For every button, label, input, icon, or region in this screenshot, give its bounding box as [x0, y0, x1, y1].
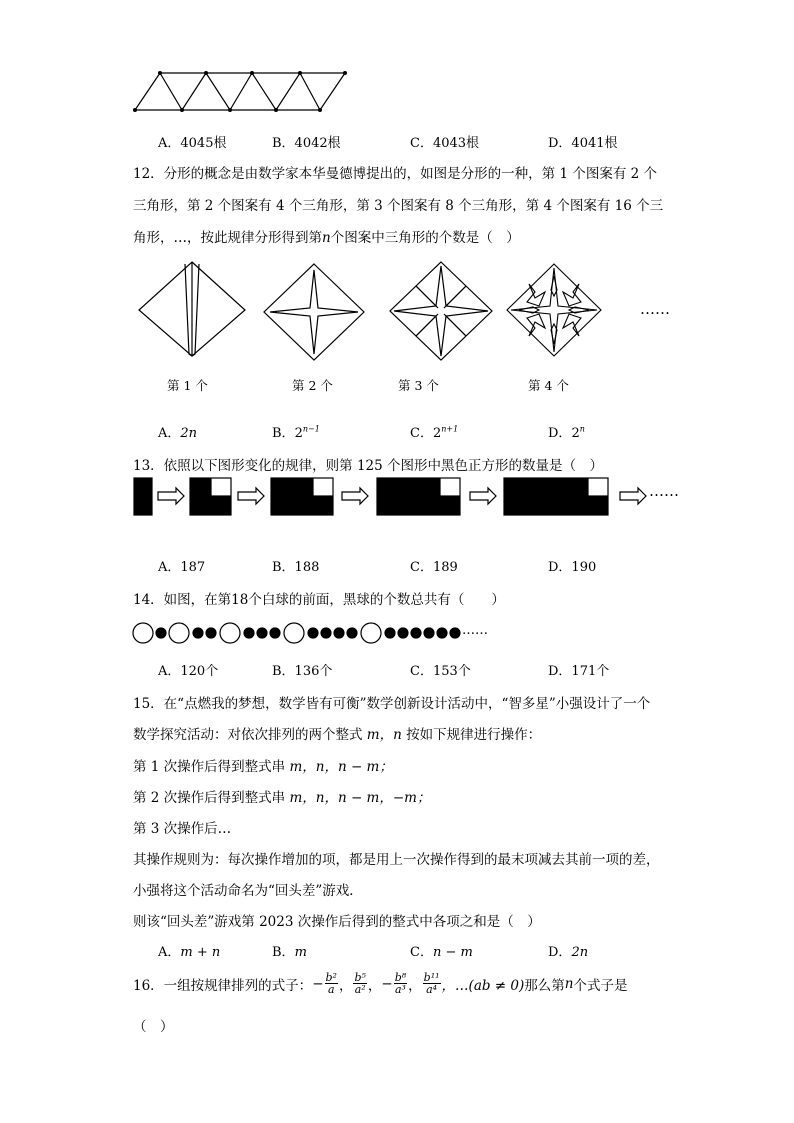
triangle-strip-figure [130, 68, 350, 116]
q13-option-c: C．189 [410, 560, 458, 575]
q11-option-b: B．4042根 [272, 136, 341, 151]
q12-option-c-prefix: C． [410, 426, 433, 441]
q16-term-3-sign: − [381, 975, 393, 992]
q16-sep-3: ， [408, 977, 422, 994]
q12-figure-ellipsis: …… [640, 300, 670, 318]
fractal-figure-4 [505, 262, 603, 358]
fractal-figure-3 [388, 260, 494, 362]
q16-term-1-sign: − [312, 975, 324, 992]
q14-option-c: C．153个 [410, 664, 471, 679]
q16-term-2-num: b⁵ [354, 971, 366, 984]
q13-option-d: D．190 [548, 560, 597, 575]
q15-option-a-math: m + n [180, 945, 221, 960]
q16-term-2 [353, 972, 366, 995]
q15-line4-text: 第 2 次操作后得到整式串 [133, 790, 290, 806]
q14-option-a: A．120个 [158, 664, 219, 679]
q15-option-c [410, 941, 473, 960]
q15-line2-math: m，n [366, 727, 402, 743]
q16-term-3-num: b⁸ [394, 971, 407, 984]
q14-option-d: D．171个 [548, 664, 610, 679]
q12-option-b-prefix: B． [272, 426, 295, 441]
q12-caption-2: 第 2 个 [292, 378, 333, 393]
fractal-figure-2 [262, 262, 366, 362]
q12-option-b-exp: n−1 [302, 424, 320, 434]
q16-term-4 [423, 972, 441, 995]
q15-stem-line6: 其操作规则为：每次操作增加的项，都是用上一次操作得到的最末项减去其前一项的差， [133, 852, 660, 868]
q16-stem-b: 那么第 [524, 977, 565, 994]
q11-option-a: A．4045根 [158, 136, 227, 151]
q16-stem [133, 972, 627, 995]
q12-option-c [410, 422, 458, 441]
q16-term-1-den: a [327, 983, 335, 996]
q16-term-2-den: a² [354, 983, 366, 996]
q12-option-c-exp: n+1 [441, 424, 459, 434]
q12-stem-line3a: 角形，…，按此规律分形得到第 [133, 230, 322, 246]
ball-sequence-figure [132, 622, 472, 644]
q15-option-c-math: n − m [432, 945, 473, 960]
q16-term-3-den: a³ [394, 983, 406, 996]
q15-stem-line7: 小强将这个活动命名为“回头差”游戏． [133, 883, 363, 899]
q12-option-a-prefix: A． [158, 426, 181, 441]
q15-line3-text: 第 1 次操作后得到整式串 [133, 759, 290, 775]
q11-option-c: C．4043根 [410, 136, 480, 151]
q12-option-a [158, 422, 197, 441]
q15-option-c-prefix: C． [410, 945, 433, 960]
q15-stem-line1: 15．在“点燃我的梦想，数学皆有可衡”数学创新设计活动中，“智多星”小强设计了一个 [133, 696, 651, 712]
q14-option-b: B．136个 [272, 664, 333, 679]
q12-caption-3: 第 3 个 [398, 378, 439, 393]
q12-caption-4: 第 4 个 [528, 378, 569, 393]
q12-option-b-base: 2 [294, 426, 303, 441]
q13-option-b: B．188 [272, 560, 320, 575]
q15-option-d [548, 941, 588, 960]
q16-term-1 [325, 972, 338, 995]
q12-stem-line2: 三角形，第 2 个图案有 4 个三角形，第 3 个图案有 8 个三角形，第 4 个图案有 16 个三 [133, 198, 664, 214]
q16-sep-1: ， [338, 977, 353, 994]
q16-sep-2: ， [367, 977, 382, 994]
q15-option-d-prefix: D． [548, 945, 572, 960]
q15-stem-line2 [133, 723, 541, 743]
q16-term-4-num: b¹¹ [423, 971, 440, 984]
q16-term-1-num: b² [325, 971, 337, 984]
q12-n: n [322, 230, 331, 246]
q12-stem-line1: 12．分形的概念是由数学家本华曼德博提出的，如图是分形的一种，第 1 个图案有 2 个 [133, 166, 658, 182]
q12-option-d-base: 2 [571, 426, 580, 441]
q15-line2-tail: 按如下规律进行操作： [401, 727, 542, 743]
q15-option-b-prefix: B． [272, 945, 295, 960]
q12-option-a-value: 2n [180, 426, 198, 441]
q13-ellipsis: …… [649, 482, 679, 500]
q14-stem: 14．如图，在第18个白球的前面，黑球的个数总共有（ ） [133, 592, 505, 608]
q12-stem-line3 [133, 226, 520, 246]
q15-option-b-math: m [294, 945, 307, 960]
fractal-figure-1 [137, 260, 247, 358]
q15-option-b [272, 941, 307, 960]
q16-term-4-den: a⁴ [426, 983, 438, 996]
q16-n: n [564, 975, 574, 992]
q15-option-d-math: 2n [571, 945, 589, 960]
q12-caption-1: 第 1 个 [167, 378, 208, 393]
q14-ellipsis: …… [462, 623, 488, 638]
q15-line2-text: 数学探究活动：对依次排列的两个整式 [133, 727, 367, 743]
q16-tail: ，…(ab ≠ 0) [441, 977, 525, 994]
q15-stem-line4 [133, 786, 430, 806]
q12-option-d [548, 422, 585, 441]
q16-stem-c: 个式子是 [573, 977, 628, 994]
q11-option-d: D．4041根 [548, 136, 618, 151]
q15-stem-line3 [133, 755, 393, 775]
q15-stem-line5: 第 3 次操作后… [133, 821, 232, 837]
q16-paren: （ ） [133, 1019, 174, 1035]
q16-stem-a: 16．一组按规律排列的式子： [133, 977, 313, 994]
q15-option-a [158, 941, 220, 960]
q13-stem: 13．依照以下图形变化的规律，则第 125 个图形中黑色正方形的数量是（ ） [133, 458, 604, 474]
q12-option-b [272, 422, 320, 441]
q15-option-a-prefix: A． [158, 945, 181, 960]
q12-option-d-prefix: D． [548, 426, 572, 441]
q15-line3-math: m，n，n − m； [289, 759, 393, 775]
q12-stem-line3b: 个图案中三角形的个数是（ ） [330, 230, 520, 246]
q15-line4-math: m，n，n − m，−m； [289, 790, 431, 806]
q15-stem-line8: 则该“回头差”游戏第 2023 次操作后得到的整式中各项之和是（ ） [133, 914, 541, 930]
q16-term-3 [394, 972, 407, 995]
q13-option-a: A．187 [158, 560, 206, 575]
q12-option-d-exp: n [579, 424, 585, 434]
q12-option-c-base: 2 [432, 426, 442, 441]
square-pattern-figure [132, 476, 692, 518]
